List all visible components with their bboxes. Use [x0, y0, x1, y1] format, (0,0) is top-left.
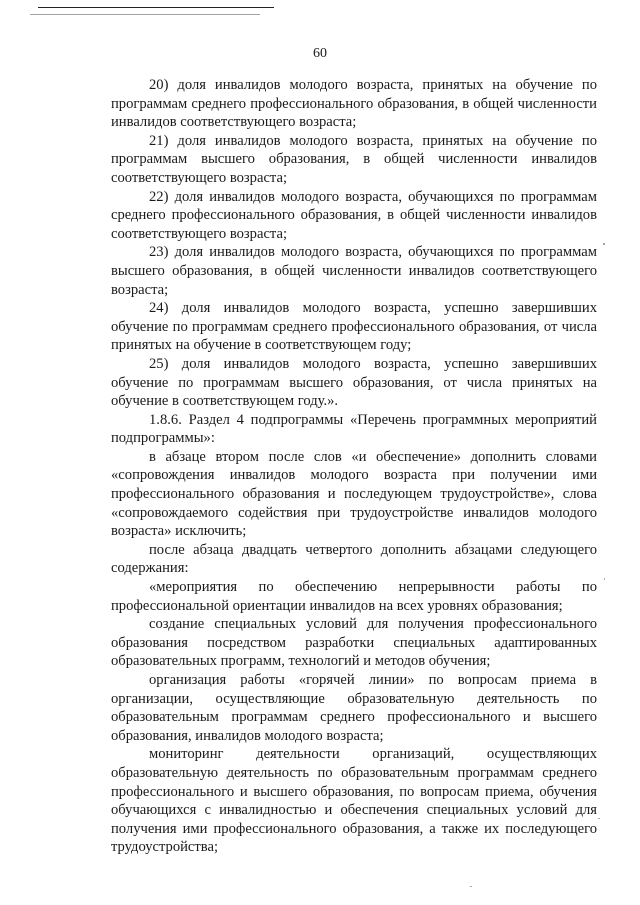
scan-speck — [470, 886, 472, 887]
paragraph-monitoring: мониторинг деятельности организаций, осуществляющих образовательную деятельность по образовательным программам среднего профессионального и высшего образования, по вопросам приема, обучения обучающихся с инвалидностью и обеспечения специальных условий для получения ими профессионального образования, а также их последующего трудоустройства; — [111, 746, 597, 856]
scan-speck — [604, 578, 605, 580]
paragraph-item-21: 21) доля инвалидов молодого возраста, принятых на обучение по программам высшего образования, в общей численности инвалидов соответствующего возраста; — [111, 132, 597, 186]
paragraph-amendment-after-24: после абзаца двадцать четвертого дополнить абзацами следующего содержания: — [111, 541, 597, 577]
paragraph-special-conditions: создание специальных условий для получения профессионального образования посредством разработки специальных адаптированных образовательных программ, технологий и методов обучения; — [111, 616, 597, 670]
header-rule — [38, 7, 274, 8]
paragraph-item-25: 25) доля инвалидов молодого возраста, успешно завершивших обучение по программам высшего образования, от числа принятых на обучение в соответствующем году.». — [111, 355, 597, 410]
paragraph-measures-career-guidance: «мероприятия по обеспечению непрерывности работы по профессиональной ориентации инвалидов на всех уровнях образования; — [111, 579, 597, 614]
scan-speck — [598, 818, 600, 819]
paragraph-item-20: 20) доля инвалидов молодого возраста, принятых на обучение по программам среднего профессионального образования, в общей численности инвалидов соответствующего возраста; — [111, 77, 597, 131]
paragraph-item-24: 24) доля инвалидов молодого возраста, успешно завершивших обучение по программам среднего профессионального образования, от числа принятых на обучение в соответствующем году; — [111, 300, 597, 354]
paragraph-amendment-second-abzats: в абзаце втором после слов «и обеспечение» дополнить словами «сопровождения инвалидов молодого возраста при получении ими профессионального образования и последующем трудоустройстве», слова «сопровождаемого содействия при трудоустройстве инвалидов молодого возраста» исключить; — [111, 448, 597, 540]
header-rule-shadow — [30, 14, 260, 15]
paragraph-section-1-8-6: 1.8.6. Раздел 4 подпрограммы «Перечень программных мероприятий подпрограммы»: — [111, 411, 597, 447]
paragraph-hotline: организация работы «горячей линии» по вопросам приема в организации, осуществляющие образовательную деятельность по образовательным программам среднего профессионального и высшего образования, инвалидов молодого возраста; — [111, 672, 597, 744]
paragraph-item-22: 22) доля инвалидов молодого возраста, обучающихся по программам среднего профессионального образования, в общей численности инвалидов соответствующего возраста; — [111, 188, 597, 242]
scan-speck — [603, 243, 605, 245]
page-number: 60 — [313, 46, 327, 61]
paragraph-item-23: 23) доля инвалидов молодого возраста, обучающихся по программам высшего образования, в общей численности инвалидов соответствующего возраста; — [111, 244, 597, 298]
body-text — [111, 76, 597, 857]
